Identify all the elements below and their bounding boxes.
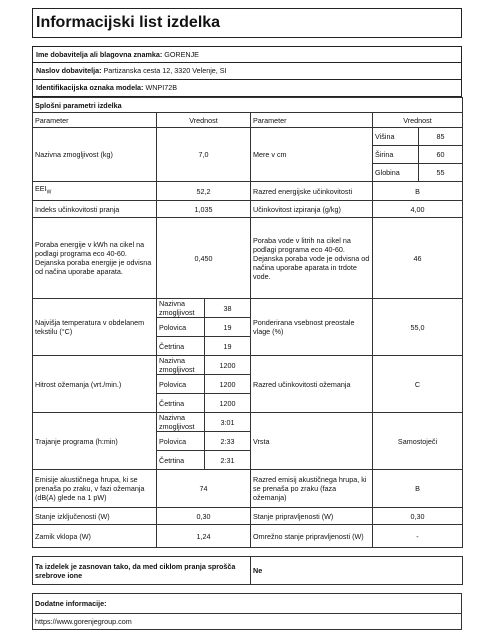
- temperature-half-label: Polovica: [157, 318, 205, 337]
- spin-half-label: Polovica: [157, 375, 205, 394]
- model-value: WNPI72B: [145, 83, 178, 92]
- header-parameter-left: Parameter: [33, 113, 157, 128]
- height-label: Višina: [373, 128, 419, 146]
- depth-label: Globina: [373, 164, 419, 182]
- temperature-rated-value: 38: [205, 299, 251, 318]
- width-value: 60: [419, 146, 463, 164]
- temperature-quarter-label: Četrtina: [157, 337, 205, 356]
- dimensions-label: Mere v cm: [251, 128, 373, 182]
- type-value: Samostoječi: [373, 413, 463, 470]
- supplier-address-row: [32, 63, 462, 80]
- spin-quarter-value: 1200: [205, 394, 251, 413]
- capacity-value: 7,0: [157, 128, 251, 182]
- delay-start-value: 1,24: [157, 525, 251, 548]
- water-consumption-value: 46: [373, 218, 463, 299]
- moisture-value: 55,0: [373, 299, 463, 356]
- rinse-value: 4,00: [373, 201, 463, 218]
- eei-value: 52,2: [157, 182, 251, 201]
- section-title: Splošni parametri izdelka: [33, 98, 463, 113]
- model-label: Identifikacijska oznaka modela:: [36, 83, 144, 92]
- spin-class-value: C: [373, 356, 463, 413]
- page-title: Informacijski list izdelka: [32, 8, 462, 38]
- off-mode-label: Stanje izključenosti (W): [33, 508, 157, 525]
- energy-consumption-value: 0,450: [157, 218, 251, 299]
- delay-start-label: Zamik vklopa (W): [33, 525, 157, 548]
- spin-rated-label: Nazivna zmogljivost: [157, 356, 205, 375]
- noise-value: 74: [157, 470, 251, 508]
- spin-rated-value: 1200: [205, 356, 251, 375]
- rinse-label: Učinkovitost izpiranja (g/kg): [251, 201, 373, 218]
- temperature-quarter-value: 19: [205, 337, 251, 356]
- height-value: 85: [419, 128, 463, 146]
- supplier-brand-row: [32, 46, 462, 63]
- duration-label: Trajanje programa (h:min): [33, 413, 157, 470]
- network-standby-label: Omrežno stanje pripravljenosti (W): [251, 525, 373, 548]
- energy-class-label: Razred energijske učinkovitosti: [251, 182, 373, 201]
- spin-quarter-label: Četrtina: [157, 394, 205, 413]
- silver-ion-answer: Ne: [251, 557, 463, 585]
- type-label: Vrsta: [251, 413, 373, 470]
- header-parameter-right: Parameter: [251, 113, 373, 128]
- address-value: Partizanska cesta 12, 3320 Velenje, SI: [103, 66, 227, 75]
- energy-consumption-label: Poraba energije v kWh na cikel na podlagi programa eco 40-60. Dejanska poraba energije je odvisna od načina uporabe aparata.: [33, 218, 157, 299]
- width-label: Širina: [373, 146, 419, 164]
- temperature-half-value: 19: [205, 318, 251, 337]
- depth-value: 55: [419, 164, 463, 182]
- energy-class-value: B: [373, 182, 463, 201]
- additional-info-table: [32, 593, 462, 630]
- additional-info-url[interactable]: https://www.gorenjegroup.com: [33, 614, 462, 630]
- parameters-table: [32, 97, 463, 548]
- noise-label: Emisije akustičnega hrupa, ki se prenaša po zraku, v fazi ožemanja (dB(A) glede na 1 pW): [33, 470, 157, 508]
- header-value-left: Vrednost: [157, 113, 251, 128]
- additional-info-label: Dodatne informacije:: [33, 594, 462, 614]
- spin-speed-label: Hitrost ožemanja (vrt./min.): [33, 356, 157, 413]
- temperature-label: Najvišja temperatura v obdelanem tekstilu (°C): [33, 299, 157, 356]
- moisture-label: Ponderirana vsebnost preostale vlage (%): [251, 299, 373, 356]
- header-value-right: Vrednost: [373, 113, 463, 128]
- eei-label: [33, 182, 157, 201]
- duration-half-label: Polovica: [157, 432, 205, 451]
- product-information-sheet: [32, 8, 462, 630]
- noise-class-label: Razred emisij akustičnega hrupa, ki se prenaša po zraku (faza ožemanja): [251, 470, 373, 508]
- duration-rated-label: Nazivna zmogljivost: [157, 413, 205, 432]
- brand-label: Ime dobavitelja ali blagovna znamka:: [36, 50, 163, 59]
- duration-quarter-label: Četrtina: [157, 451, 205, 470]
- standby-value: 0,30: [373, 508, 463, 525]
- model-identifier-row: [32, 80, 462, 97]
- eei-subscript: W: [46, 189, 52, 196]
- wash-index-value: 1,035: [157, 201, 251, 218]
- silver-ion-table: [32, 556, 463, 585]
- duration-quarter-value: 2:31: [205, 451, 251, 470]
- address-label: Naslov dobavitelja:: [36, 66, 102, 75]
- spin-class-label: Razred učinkovitosti ožemanja: [251, 356, 373, 413]
- duration-half-value: 2:33: [205, 432, 251, 451]
- water-consumption-label: Poraba vode v litrih na cikel na podlagi programa eco 40-60. Dejanska poraba vode je odvisna od načina uporabe aparata in trdote vode.: [251, 218, 373, 299]
- capacity-label: Nazivna zmogljivost (kg): [33, 128, 157, 182]
- off-mode-value: 0,30: [157, 508, 251, 525]
- temperature-rated-label: Nazivna zmogljivost: [157, 299, 205, 318]
- spin-half-value: 1200: [205, 375, 251, 394]
- noise-class-value: B: [373, 470, 463, 508]
- silver-ion-question: Ta izdelek je zasnovan tako, da med ciklom pranja sprošča srebrove ione: [33, 557, 251, 585]
- duration-rated-value: 3:01: [205, 413, 251, 432]
- standby-label: Stanje pripravljenosti (W): [251, 508, 373, 525]
- wash-index-label: Indeks učinkovitosti pranja: [33, 201, 157, 218]
- brand-value: GORENJE: [164, 50, 199, 59]
- eei-text: EEI: [35, 184, 47, 194]
- network-standby-value: -: [373, 525, 463, 548]
